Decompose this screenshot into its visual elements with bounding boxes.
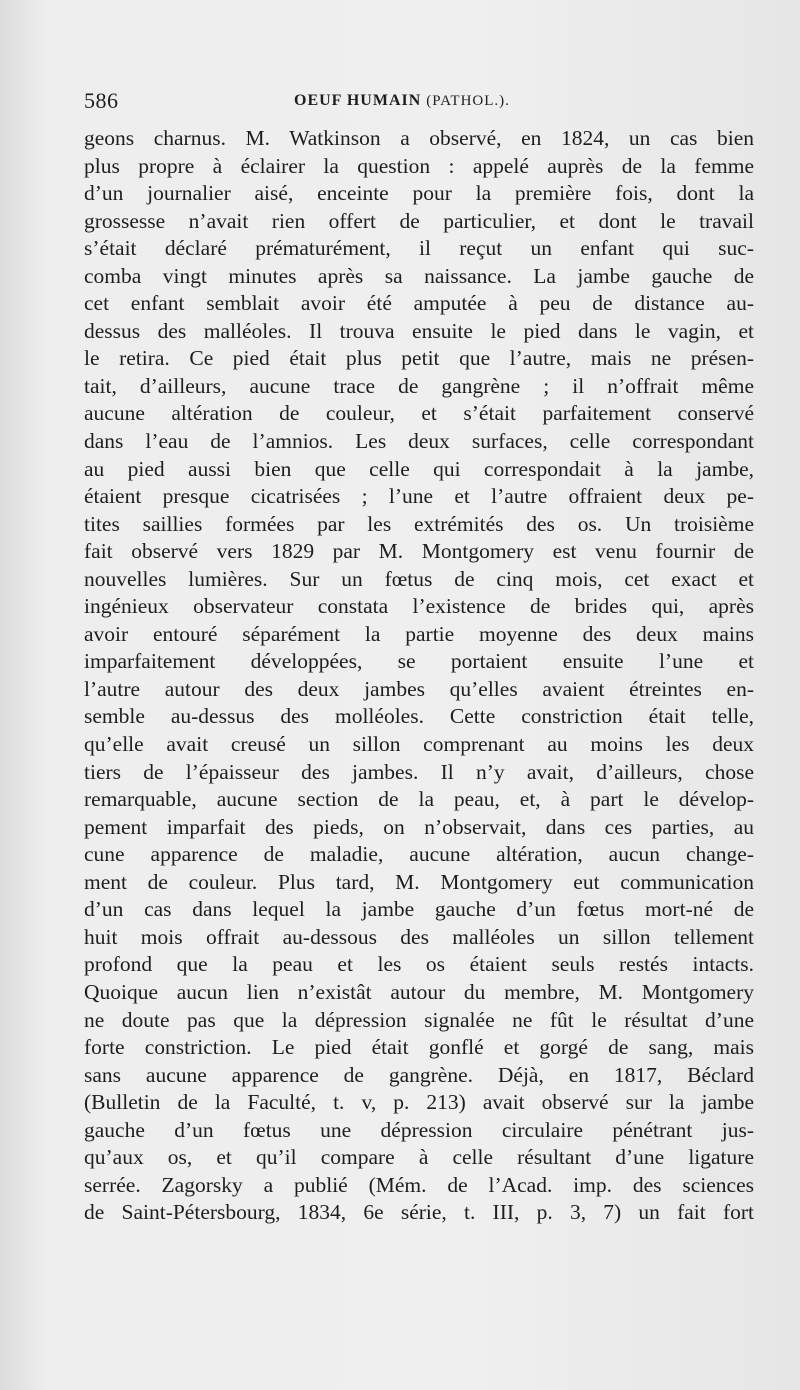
text-line: tait, d’ailleurs, aucune trace de gangrène ; il n’offrait même [84, 373, 754, 398]
text-line: l’autre autour des deux jambes qu’elles avaient étreintes en- [84, 676, 754, 701]
text-line: étaient presque cicatrisées ; l’une et l’autre offraient deux pe- [84, 484, 754, 509]
text-line: semble au-dessus des molléoles. Cette constriction était telle, [84, 704, 754, 729]
body-text [84, 125, 754, 1227]
text-line: tiers de l’épaisseur des jambes. Il n’y avait, d’ailleurs, chose [84, 759, 754, 784]
running-head-title: OEUF HUMAIN [294, 92, 422, 109]
text-line: d’un cas dans lequel la jambe gauche d’un fœtus mort-né de [84, 897, 754, 922]
text-line: ne doute pas que la dépression signalée ne fût le résultat d’une [84, 1007, 754, 1032]
text-line: d’un journalier aisé, enceinte pour la première fois, dont la [84, 181, 754, 206]
text-line: tites saillies formées par les extrémités des os. Un troisième [84, 511, 754, 536]
running-head [294, 92, 510, 110]
text-line: cune apparence de maladie, aucune altération, aucun change- [84, 842, 754, 867]
text-line: dessus des malléoles. Il trouva ensuite le pied dans le vagin, et [84, 318, 754, 343]
text-line: fait observé vers 1829 par M. Montgomery est venu fournir de [84, 539, 754, 564]
text-line: nouvelles lumières. Sur un fœtus de cinq mois, cet exact et [84, 566, 754, 591]
text-line: s’était déclaré prématurément, il reçut un enfant qui suc- [84, 236, 754, 261]
text-line: geons charnus. M. Watkinson a observé, en 1824, un cas bien [84, 126, 754, 150]
text-line: grossesse n’avait rien offert de particulier, et dont le travail [84, 208, 754, 233]
text-line: pement imparfait des pieds, on n’observait, dans ces parties, au [84, 814, 754, 839]
running-head-section: (PATHOL.). [426, 93, 510, 109]
text-line: Quoique aucun lien n’existât autour du membre, M. Montgomery [84, 979, 754, 1004]
text-line: profond que la peau et les os étaient seuls restés intacts. [84, 952, 754, 977]
text-line: imparfaitement développées, se portaient ensuite l’une et [84, 649, 754, 674]
text-line: cet enfant semblait avoir été amputée à peu de distance au- [84, 291, 754, 316]
text-line: (Bulletin de la Faculté, t. v, p. 213) avait observé sur la jambe [84, 1090, 754, 1115]
text-line: qu’aux os, et qu’il compare à celle résultant d’une ligature [84, 1145, 754, 1170]
text-line: remarquable, aucune section de la peau, et, à part le dévelop- [84, 787, 754, 812]
text-line: forte constriction. Le pied était gonflé et gorgé de sang, mais [84, 1035, 754, 1060]
text-line: le retira. Ce pied était plus petit que l’autre, mais ne présen- [84, 346, 754, 371]
text-line: avoir entouré séparément la partie moyenne des deux mains [84, 621, 754, 646]
text-line: dans l’eau de l’amnios. Les deux surfaces, celle correspondant [84, 429, 754, 454]
text-line: au pied aussi bien que celle qui correspondait à la jambe, [84, 456, 754, 481]
page-header [84, 88, 764, 118]
text-line: ment de couleur. Plus tard, M. Montgomery eut communication [84, 869, 754, 894]
text-line: de Saint-Pétersbourg, 1834, 6e série, t. III, p. 3, 7) un fait fort [84, 1200, 754, 1225]
text-line: ingénieux observateur constata l’existence de brides qui, après [84, 594, 754, 619]
text-line: serrée. Zagorsky a publié (Mém. de l’Acad. imp. des sciences [84, 1172, 754, 1197]
text-line: qu’elle avait creusé un sillon comprenant au moins les deux [84, 732, 754, 757]
text-line: aucune altération de couleur, et s’était parfaitement conservé [84, 401, 754, 426]
page-number: 586 [84, 88, 119, 113]
text-line: gauche d’un fœtus une dépression circulaire pénétrant jus- [84, 1117, 754, 1142]
text-line: comba vingt minutes après sa naissance. La jambe gauche de [84, 263, 754, 288]
text-line: huit mois offrait au-dessous des malléoles un sillon tellement [84, 924, 754, 949]
text-line: sans aucune apparence de gangrène. Déjà, en 1817, Béclard [84, 1062, 754, 1087]
text-line: plus propre à éclairer la question : appelé auprès de la femme [84, 153, 754, 178]
